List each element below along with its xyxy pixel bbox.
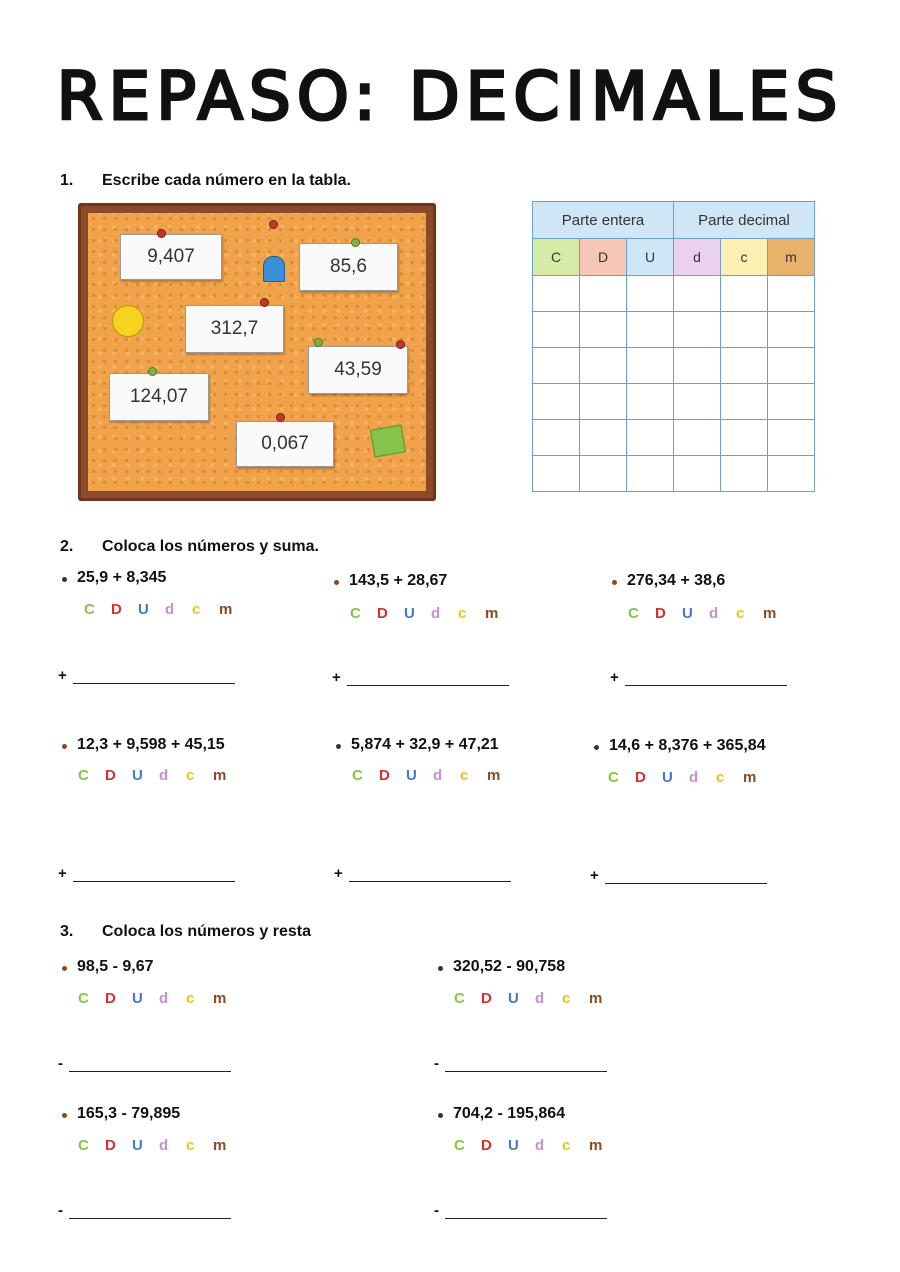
table-row — [533, 312, 815, 348]
table-cell[interactable] — [533, 384, 580, 420]
pin-icon — [269, 220, 278, 229]
place-letter: d — [159, 990, 169, 1007]
section-2-heading — [60, 538, 319, 556]
section-2-text: Coloca los números y suma. — [102, 538, 319, 555]
place-letter: C — [352, 767, 363, 784]
answer-blank[interactable] — [69, 1070, 231, 1072]
place-letter: m — [763, 605, 777, 622]
section-1-number: 1. — [60, 172, 74, 189]
board-note: 0,067 — [236, 421, 334, 467]
answer-line[interactable] — [332, 669, 509, 686]
place-letter: C — [454, 1137, 465, 1154]
place-letter: U — [404, 605, 415, 622]
place-letter: U — [132, 767, 143, 784]
table-cell[interactable] — [674, 276, 721, 312]
bullet-icon — [62, 744, 67, 749]
subtraction-expression: 704,2 - 195,864 — [453, 1105, 566, 1122]
board-note: 43,59 — [308, 346, 408, 394]
pin-icon — [351, 238, 360, 247]
pin-icon — [314, 338, 323, 347]
place-letter: m — [743, 769, 757, 786]
answer-line[interactable] — [610, 669, 787, 686]
table-cell[interactable] — [674, 420, 721, 456]
table-cell[interactable] — [580, 384, 627, 420]
bullet-icon — [438, 1113, 443, 1118]
pin-icon — [148, 367, 157, 376]
page-title: REPASO: DECIMALES — [56, 58, 844, 135]
bullet-icon — [594, 745, 599, 750]
table-cell[interactable] — [768, 384, 815, 420]
table-cell[interactable] — [721, 276, 768, 312]
bullet-icon — [62, 966, 67, 971]
table-cell[interactable] — [721, 312, 768, 348]
place-letter: U — [508, 990, 519, 1007]
bullet-icon — [438, 966, 443, 971]
table-row — [533, 348, 815, 384]
table-cell[interactable] — [721, 348, 768, 384]
place-letter: U — [132, 990, 143, 1007]
place-letter: d — [159, 767, 169, 784]
sum-expression: 12,3 + 9,598 + 45,15 — [77, 736, 225, 753]
smiley-icon — [112, 305, 144, 337]
answer-line[interactable] — [58, 1202, 231, 1219]
place-letter: c — [562, 1137, 571, 1154]
place-letter: D — [379, 767, 390, 784]
place-letter: c — [192, 601, 201, 618]
table-cell[interactable] — [768, 456, 815, 492]
place-letter: U — [508, 1137, 519, 1154]
bullet-icon — [62, 577, 67, 582]
place-letter: C — [78, 990, 89, 1007]
table-row — [533, 276, 815, 312]
table-cell[interactable] — [533, 456, 580, 492]
header-parte-decimal: Parte decimal — [674, 202, 815, 239]
answer-blank[interactable] — [349, 880, 511, 882]
table-cell[interactable] — [721, 420, 768, 456]
place-letter: U — [406, 767, 417, 784]
place-letter: m — [213, 990, 227, 1007]
answer-line[interactable] — [434, 1202, 607, 1219]
board-note: 9,407 — [120, 234, 222, 280]
place-letter: m — [589, 990, 603, 1007]
operation-sign: - — [434, 1055, 439, 1072]
board-note: 85,6 — [299, 243, 398, 291]
table-cell[interactable] — [721, 456, 768, 492]
bullet-icon — [334, 580, 339, 585]
header-parte-entera: Parte entera — [533, 202, 674, 239]
place-letter: D — [105, 990, 116, 1007]
table-cell[interactable] — [674, 456, 721, 492]
answer-blank[interactable] — [69, 1217, 231, 1219]
section-1-heading — [60, 172, 351, 190]
place-letter: m — [213, 1137, 227, 1154]
place-value-letters — [454, 1137, 616, 1154]
place-letter: c — [736, 605, 745, 622]
column-U-header: U — [627, 239, 674, 276]
answer-blank[interactable] — [445, 1070, 607, 1072]
place-letter: U — [138, 601, 149, 618]
section-3-text: Coloca los números y resta — [102, 923, 311, 940]
place-letter: C — [84, 601, 95, 618]
answer-blank[interactable] — [73, 880, 235, 882]
board-note: 312,7 — [185, 305, 284, 353]
place-letter: d — [709, 605, 719, 622]
table-cell[interactable] — [533, 420, 580, 456]
place-letter: d — [165, 601, 175, 618]
place-letter: m — [589, 1137, 603, 1154]
table-cell[interactable] — [580, 420, 627, 456]
pin-icon — [276, 413, 285, 422]
board-note: 124,07 — [109, 373, 209, 421]
answer-line[interactable] — [58, 1055, 231, 1072]
table-cell[interactable] — [580, 312, 627, 348]
sum-expression: 276,34 + 38,6 — [627, 572, 726, 589]
place-letter: c — [186, 1137, 195, 1154]
place-letter: d — [433, 767, 443, 784]
place-letter: C — [78, 767, 89, 784]
place-letter: D — [635, 769, 646, 786]
table-cell[interactable] — [674, 348, 721, 384]
table-row — [533, 420, 815, 456]
pin-icon — [260, 298, 269, 307]
place-letter: d — [431, 605, 441, 622]
table-cell[interactable] — [768, 276, 815, 312]
place-value-letters — [628, 605, 790, 622]
column-D-header: D — [580, 239, 627, 276]
place-letter: U — [682, 605, 693, 622]
table-cell[interactable] — [721, 384, 768, 420]
bullet-icon — [336, 744, 341, 749]
operation-sign: + — [590, 867, 599, 884]
table-cell[interactable] — [627, 384, 674, 420]
table-cell[interactable] — [627, 420, 674, 456]
table-row — [533, 456, 815, 492]
place-letter: d — [159, 1137, 169, 1154]
answer-line[interactable] — [334, 865, 511, 882]
table-cell[interactable] — [627, 312, 674, 348]
place-letter: D — [111, 601, 122, 618]
place-value-table — [532, 201, 815, 492]
place-letter: d — [689, 769, 699, 786]
answer-line[interactable] — [590, 867, 767, 884]
place-letter: C — [350, 605, 361, 622]
bullet-icon — [62, 1113, 67, 1118]
bullet-icon — [612, 580, 617, 585]
place-letter: D — [105, 1137, 116, 1154]
operation-sign: + — [610, 669, 619, 686]
operation-sign: - — [434, 1202, 439, 1219]
table-cell[interactable] — [768, 312, 815, 348]
column-m-header: m — [768, 239, 815, 276]
place-letter: C — [608, 769, 619, 786]
table-cell[interactable] — [674, 384, 721, 420]
table-cell[interactable] — [627, 456, 674, 492]
place-letter: C — [78, 1137, 89, 1154]
section-3-heading — [60, 923, 311, 941]
answer-blank[interactable] — [347, 684, 509, 686]
place-letter: m — [213, 767, 227, 784]
place-value-letters — [78, 767, 240, 784]
place-letter: c — [716, 769, 725, 786]
place-letter: C — [628, 605, 639, 622]
place-value-letters — [352, 767, 514, 784]
sum-expression: 25,9 + 8,345 — [77, 569, 167, 586]
place-letter: C — [454, 990, 465, 1007]
table-cell[interactable] — [674, 312, 721, 348]
place-letter: U — [662, 769, 673, 786]
place-letter: m — [485, 605, 499, 622]
operation-sign: - — [58, 1055, 63, 1072]
answer-line[interactable] — [58, 865, 235, 882]
table-cell[interactable] — [768, 420, 815, 456]
place-letter: D — [481, 990, 492, 1007]
answer-line[interactable] — [434, 1055, 607, 1072]
place-value-letters — [84, 601, 246, 618]
subtraction-expression: 98,5 - 9,67 — [77, 958, 154, 975]
answer-blank[interactable] — [605, 882, 767, 884]
place-letter: D — [481, 1137, 492, 1154]
table-cell[interactable] — [627, 348, 674, 384]
place-value-letters — [78, 990, 240, 1007]
table-cell[interactable] — [533, 276, 580, 312]
column-d-header: d — [674, 239, 721, 276]
section-2-number: 2. — [60, 538, 74, 555]
place-letter: c — [460, 767, 469, 784]
operation-sign: + — [58, 865, 67, 882]
place-letter: U — [132, 1137, 143, 1154]
place-letter: d — [535, 990, 545, 1007]
operation-sign: + — [332, 669, 341, 686]
place-value-letters — [350, 605, 512, 622]
subtraction-expression: 165,3 - 79,895 — [77, 1105, 181, 1122]
place-letter: D — [377, 605, 388, 622]
place-letter: d — [535, 1137, 545, 1154]
answer-blank[interactable] — [625, 684, 787, 686]
table-cell[interactable] — [580, 348, 627, 384]
sum-expression: 5,874 + 32,9 + 47,21 — [351, 736, 499, 753]
sum-expression: 143,5 + 28,67 — [349, 572, 448, 589]
column-c-header: c — [721, 239, 768, 276]
ghost-icon — [263, 256, 285, 282]
sum-expression: 14,6 + 8,376 + 365,84 — [609, 737, 766, 754]
answer-blank[interactable] — [445, 1217, 607, 1219]
section-1-text: Escribe cada número en la tabla. — [102, 172, 351, 189]
place-letter: c — [562, 990, 571, 1007]
answer-blank[interactable] — [73, 682, 235, 684]
place-value-letters — [454, 990, 616, 1007]
operation-sign: + — [334, 865, 343, 882]
table-cell[interactable] — [533, 312, 580, 348]
pin-icon — [157, 229, 166, 238]
table-cell[interactable] — [580, 456, 627, 492]
place-value-letters — [608, 769, 770, 786]
section-3-number: 3. — [60, 923, 74, 940]
place-letter: c — [186, 767, 195, 784]
table-cell[interactable] — [580, 276, 627, 312]
answer-line[interactable] — [58, 667, 235, 684]
table-cell[interactable] — [768, 348, 815, 384]
operation-sign: + — [58, 667, 67, 684]
place-letter: c — [458, 605, 467, 622]
table-cell[interactable] — [627, 276, 674, 312]
pin-icon — [396, 340, 405, 349]
place-letter: D — [655, 605, 666, 622]
place-letter: c — [186, 990, 195, 1007]
place-letter: D — [105, 767, 116, 784]
table-row — [533, 384, 815, 420]
place-letter: m — [219, 601, 233, 618]
subtraction-expression: 320,52 - 90,758 — [453, 958, 566, 975]
sticky-note-icon — [370, 424, 406, 457]
table-cell[interactable] — [533, 348, 580, 384]
place-letter: m — [487, 767, 501, 784]
operation-sign: - — [58, 1202, 63, 1219]
place-value-letters — [78, 1137, 240, 1154]
column-C-header: C — [533, 239, 580, 276]
